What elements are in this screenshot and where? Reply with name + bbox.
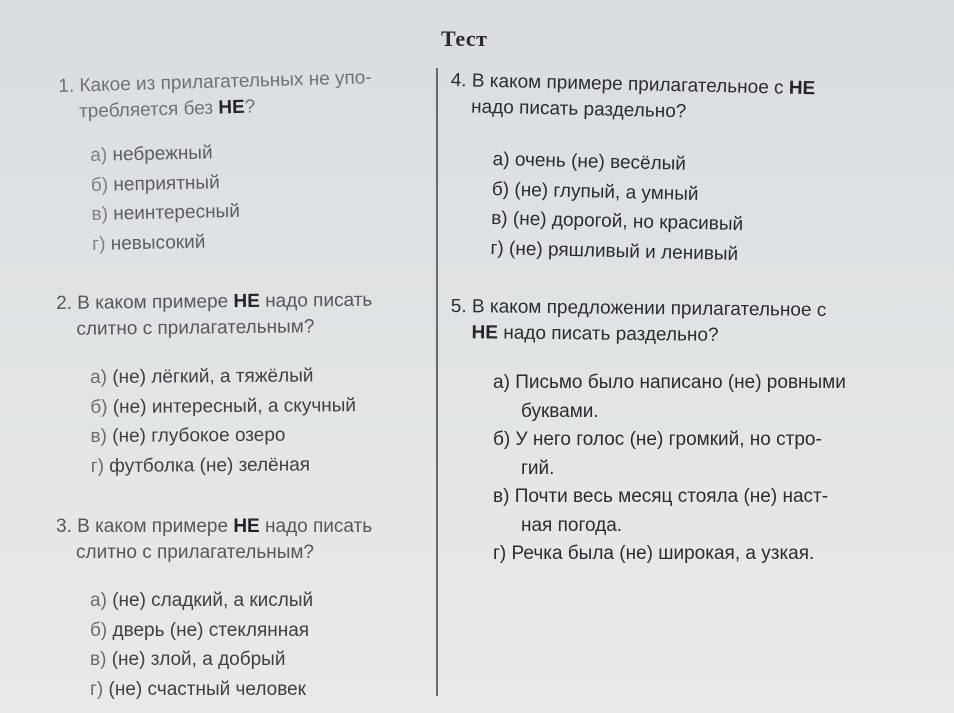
option-1d: [92, 226, 241, 259]
question-5-text-end: надо писать раздельно?: [497, 322, 719, 346]
option-2a: [90, 361, 356, 392]
option-text-continued: буквами.: [521, 400, 599, 422]
option-text: неинтересный: [113, 200, 241, 225]
question-2-options: [90, 361, 356, 481]
question-1-options: [90, 138, 241, 259]
question-5-line-1: 5. В каком предложении прилагательное с: [450, 295, 827, 321]
option-text: (не) злой, а добрый: [111, 649, 286, 670]
question-3-line-2: слитно с прилагательным?: [76, 542, 314, 563]
option-text: Почти весь месяц стояла (не) наст-: [514, 486, 829, 507]
option-3d: [90, 675, 313, 705]
question-1-bold: НЕ: [218, 96, 246, 119]
option-3b: [90, 616, 313, 646]
option-letter: в): [493, 486, 510, 507]
option-text: (не) дорогой, но красивый: [512, 208, 744, 236]
option-5a: [493, 369, 846, 426]
question-2-line-1: [56, 288, 372, 317]
option-text: (не) глубокое озеро: [112, 424, 286, 447]
option-1c: [91, 197, 240, 230]
question-1-line-1: 1. Какое из прилагательных не упо-: [58, 67, 372, 97]
question-3-line-1: [56, 514, 372, 540]
option-letter: б): [493, 429, 511, 450]
option-3a: [90, 586, 313, 616]
question-3-options: [90, 586, 313, 704]
question-4: [450, 68, 816, 128]
option-letter: а): [493, 372, 510, 393]
option-text: неприятный: [113, 171, 220, 196]
option-letter: б): [90, 396, 108, 418]
option-letter: г): [90, 678, 104, 700]
column-divider: [436, 68, 438, 696]
question-1: [58, 65, 373, 126]
question-2-text: 2. В каком примере: [56, 291, 234, 314]
option-letter: а): [90, 590, 107, 611]
question-4-options: [490, 145, 745, 269]
question-5-options: [493, 369, 846, 569]
option-letter: в): [490, 207, 508, 230]
option-1b: [91, 167, 240, 200]
option-text: небрежный: [112, 142, 213, 166]
question-2-line-2: слитно с прилагательным?: [76, 316, 315, 340]
question-2: [56, 288, 373, 343]
question-5: [450, 294, 826, 350]
option-5b: [493, 426, 846, 483]
question-1-mark: ?: [244, 96, 256, 118]
option-2d: [91, 450, 357, 481]
option-letter: б): [90, 174, 109, 196]
option-letter: а): [90, 366, 108, 388]
option-5d: [493, 540, 846, 569]
option-text: (не) ряшливый и ленивый: [508, 237, 739, 265]
option-3c: [90, 645, 313, 675]
option-text-continued: гий.: [521, 457, 555, 479]
option-text: дверь (не) стеклянная: [112, 619, 310, 641]
page-title: Тест: [441, 26, 488, 51]
question-2-text-end: надо писать: [259, 289, 373, 312]
option-letter: а): [90, 144, 108, 166]
option-text: Речка была (не) широкая, а узкая.: [511, 543, 815, 564]
option-letter: в): [90, 425, 108, 447]
option-text: (не) интересный, а скучный: [112, 394, 357, 418]
question-3-text-end: надо писать: [259, 516, 373, 537]
option-5c: [493, 483, 846, 540]
option-4d: [490, 233, 743, 269]
question-4-text: 4. В каком примере прилагательное с: [450, 69, 790, 99]
option-text: невысокий: [110, 231, 206, 255]
question-3-bold: НЕ: [233, 516, 260, 537]
option-2b: [90, 391, 356, 422]
question-4-line-2: надо писать раздельно?: [470, 96, 687, 123]
option-letter: г): [490, 237, 505, 259]
question-5-bold: НЕ: [471, 322, 499, 344]
option-letter: в): [91, 203, 109, 225]
option-text-continued: ная погода.: [521, 514, 623, 536]
question-5-line-2: [450, 320, 826, 350]
question-4-bold: НЕ: [788, 77, 816, 100]
option-text: (не) сладкий, а кислый: [112, 590, 314, 611]
question-1-text: требляется без: [78, 97, 219, 123]
question-2-bold: НЕ: [233, 290, 260, 313]
option-2c: [90, 420, 356, 451]
option-letter: б): [491, 178, 510, 200]
question-3-text: 3. В каком примере: [56, 516, 234, 537]
option-text: очень (не) весёлый: [514, 149, 687, 175]
option-letter: г): [493, 543, 507, 564]
option-letter: б): [90, 619, 108, 641]
option-text: (не) лёгкий, а тяжёлый: [112, 365, 314, 388]
question-3: [56, 514, 372, 566]
option-text: (не) глупый, а умный: [514, 179, 699, 205]
option-text: футболка (не) зелёная: [109, 453, 311, 477]
option-letter: а): [492, 148, 510, 171]
option-letter: г): [90, 455, 105, 477]
option-text: У него голос (не) громкий, но стро-: [515, 429, 822, 450]
option-letter: в): [90, 649, 107, 670]
option-1a: [90, 138, 239, 171]
option-text: Письмо было написано (не) ровными: [515, 372, 846, 393]
option-letter: г): [91, 233, 106, 255]
option-text: (не) счастный человек: [108, 678, 306, 700]
